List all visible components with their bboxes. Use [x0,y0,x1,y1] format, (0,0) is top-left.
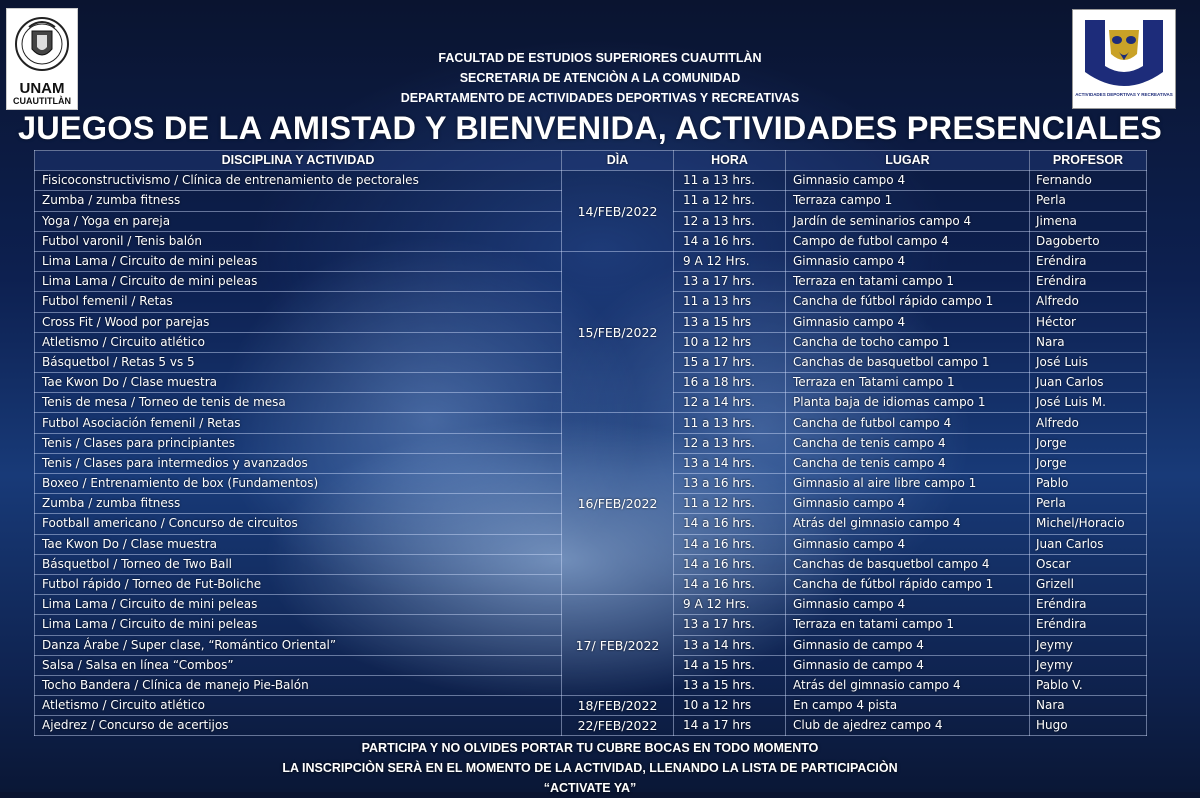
place-cell: En campo 4 pista [786,696,1030,716]
time-cell: 14 a 16 hrs. [674,574,786,594]
teacher-cell: Jimena [1030,211,1147,231]
activity-cell: Tae Kwon Do / Clase muestra [35,373,562,393]
teacher-cell: Eréndira [1030,272,1147,292]
activity-cell: Lima Lama / Circuito de mini peleas [35,251,562,271]
column-header-teacher: PROFESOR [1030,151,1147,171]
place-cell: Gimnasio al aire libre campo 1 [786,474,1030,494]
teacher-cell: Oscar [1030,554,1147,574]
unam-logo [6,8,78,110]
pumas-logo-caption: ACTIVIDADES DEPORTIVAS Y RECREATIVAS [1075,92,1173,97]
time-cell: 14 a 16 hrs. [674,514,786,534]
place-cell: Cancha de tocho campo 1 [786,332,1030,352]
faculty-name: FACULTAD DE ESTUDIOS SUPERIORES CUAUTITLÀN [438,51,762,65]
place-cell: Gimnasio campo 4 [786,312,1030,332]
table-row [35,716,1147,736]
teacher-cell: Michel/Horacio [1030,514,1147,534]
time-cell: 11 a 12 hrs. [674,191,786,211]
column-header-time: HORA [674,151,786,171]
table-row [35,696,1147,716]
table-row [35,251,1147,271]
teacher-cell: Juan Carlos [1030,373,1147,393]
day-cell: 17/ FEB/2022 [562,595,674,696]
teacher-cell: José Luis [1030,352,1147,372]
activity-cell: Tae Kwon Do / Clase muestra [35,534,562,554]
activity-cell: Zumba / zumba fitness [35,494,562,514]
table-header-row [35,151,1147,171]
time-cell: 13 a 16 hrs. [674,474,786,494]
teacher-cell: Jeymy [1030,635,1147,655]
day-cell: 16/FEB/2022 [562,413,674,595]
table-row [35,595,1147,615]
activity-cell: Boxeo / Entrenamiento de box (Fundamentos) [35,474,562,494]
activity-cell: Cross Fit / Wood por parejas [35,312,562,332]
schedule-body [35,171,1147,736]
place-cell: Cancha de tenis campo 4 [786,453,1030,473]
table-row [35,171,1147,191]
time-cell: 13 a 17 hrs. [674,272,786,292]
cuautitlan-logo-text: CUAUTITLÀN [13,96,71,106]
place-cell: Planta baja de idiomas campo 1 [786,393,1030,413]
teacher-cell: Juan Carlos [1030,534,1147,554]
unam-shield-icon [15,13,69,75]
activity-cell: Futbol Asociación femenil / Retas [35,413,562,433]
place-cell: Atrás del gimnasio campo 4 [786,514,1030,534]
place-cell: Gimnasio campo 4 [786,534,1030,554]
teacher-cell: Eréndira [1030,251,1147,271]
column-header-day: DÌA [562,151,674,171]
time-cell: 11 a 13 hrs. [674,413,786,433]
activity-cell: Fisicoconstructivismo / Clínica de entrenamiento de pectorales [35,171,562,191]
place-cell: Gimnasio de campo 4 [786,655,1030,675]
teacher-cell: Perla [1030,494,1147,514]
teacher-cell: Pablo V. [1030,675,1147,695]
time-cell: 16 a 18 hrs. [674,373,786,393]
activity-cell: Zumba / zumba fitness [35,191,562,211]
time-cell: 14 a 16 hrs. [674,534,786,554]
place-cell: Jardín de seminarios campo 4 [786,211,1030,231]
teacher-cell: Eréndira [1030,595,1147,615]
activity-cell: Lima Lama / Circuito de mini peleas [35,595,562,615]
teacher-cell: Alfredo [1030,413,1147,433]
time-cell: 15 a 17 hrs. [674,352,786,372]
slogan: “ACTIVATE YA” [543,781,637,795]
time-cell: 9 A 12 Hrs. [674,595,786,615]
day-cell: 14/FEB/2022 [562,171,674,252]
place-cell: Terraza campo 1 [786,191,1030,211]
activity-cell: Futbol femenil / Retas [35,292,562,312]
teacher-cell: Dagoberto [1030,231,1147,251]
page-title: JUEGOS DE LA AMISTAD Y BIENVENIDA, ACTIVIDADES PRESENCIALES [17,110,1163,146]
place-cell: Terraza en tatami campo 1 [786,272,1030,292]
time-cell: 11 a 12 hrs. [674,494,786,514]
time-cell: 14 a 16 hrs. [674,231,786,251]
time-cell: 11 a 13 hrs [674,292,786,312]
time-cell: 13 a 17 hrs. [674,615,786,635]
activity-cell: Lima Lama / Circuito de mini peleas [35,272,562,292]
activity-cell: Básquetbol / Torneo de Two Ball [35,554,562,574]
day-cell: 15/FEB/2022 [562,251,674,413]
place-cell: Club de ajedrez campo 4 [786,716,1030,736]
day-cell: 22/FEB/2022 [562,716,674,736]
place-cell: Gimnasio campo 4 [786,494,1030,514]
teacher-cell: Perla [1030,191,1147,211]
time-cell: 12 a 14 hrs. [674,393,786,413]
place-cell: Gimnasio campo 4 [786,171,1030,191]
column-header-activity: DISCIPLINA Y ACTIVIDAD [35,151,562,171]
place-cell: Gimnasio de campo 4 [786,635,1030,655]
activity-cell: Tocho Bandera / Clínica de manejo Pie-Balón [35,675,562,695]
place-cell: Terraza en tatami campo 1 [786,615,1030,635]
activity-cell: Football americano / Concurso de circuitos [35,514,562,534]
time-cell: 12 a 13 hrs. [674,433,786,453]
column-header-place: LUGAR [786,151,1030,171]
secretariat-name: SECRETARIA DE ATENCIÒN A LA COMUNIDAD [459,71,741,85]
time-cell: 11 a 13 hrs. [674,171,786,191]
unam-logo-text: UNAM [19,80,65,97]
teacher-cell: Nara [1030,696,1147,716]
institution-header [300,48,900,108]
time-cell: 10 a 12 hrs [674,696,786,716]
schedule-table [34,150,1147,736]
place-cell: Canchas de basquetbol campo 4 [786,554,1030,574]
teacher-cell: Nara [1030,332,1147,352]
place-cell: Gimnasio campo 4 [786,595,1030,615]
registration-notice: LA INSCRIPCIÒN SERÀ EN EL MOMENTO DE LA ACTIVIDAD, LLENANDO LA LISTA DE PARTICIPACIÒN [282,761,898,775]
pumas-logo [1072,9,1176,109]
teacher-cell: Jorge [1030,453,1147,473]
time-cell: 10 a 12 hrs [674,332,786,352]
time-cell: 14 a 17 hrs [674,716,786,736]
activity-cell: Tenis / Clases para principiantes [35,433,562,453]
activity-cell: Atletismo / Circuito atlético [35,696,562,716]
time-cell: 14 a 15 hrs. [674,655,786,675]
department-name: DEPARTAMENTO DE ACTIVIDADES DEPORTIVAS Y RECREATIVAS [400,91,800,105]
activity-cell: Lima Lama / Circuito de mini peleas [35,615,562,635]
place-cell: Gimnasio campo 4 [786,251,1030,271]
activity-cell: Yoga / Yoga en pareja [35,211,562,231]
place-cell: Cancha de futbol campo 4 [786,413,1030,433]
teacher-cell: Jeymy [1030,655,1147,675]
teacher-cell: Jorge [1030,433,1147,453]
time-cell: 9 A 12 Hrs. [674,251,786,271]
activity-cell: Atletismo / Circuito atlético [35,332,562,352]
teacher-cell: Pablo [1030,474,1147,494]
teacher-cell: Grizell [1030,574,1147,594]
mask-notice: PARTICIPA Y NO OLVIDES PORTAR TU CUBRE BOCAS EN TODO MOMENTO [361,741,819,755]
activity-cell: Salsa / Salsa en línea “Combos” [35,655,562,675]
activity-cell: Futbol rápido / Torneo de Fut-Boliche [35,574,562,594]
teacher-cell: José Luis M. [1030,393,1147,413]
teacher-cell: Alfredo [1030,292,1147,312]
place-cell: Campo de futbol campo 4 [786,231,1030,251]
time-cell: 13 a 14 hrs. [674,635,786,655]
time-cell: 13 a 15 hrs [674,312,786,332]
teacher-cell: Eréndira [1030,615,1147,635]
place-cell: Cancha de fútbol rápido campo 1 [786,574,1030,594]
day-cell: 18/FEB/2022 [562,696,674,716]
place-cell: Terraza en Tatami campo 1 [786,373,1030,393]
place-cell: Canchas de basquetbol campo 1 [786,352,1030,372]
activity-cell: Tenis / Clases para intermedios y avanzados [35,453,562,473]
activity-cell: Futbol varonil / Tenis balón [35,231,562,251]
time-cell: 14 a 16 hrs. [674,554,786,574]
time-cell: 13 a 15 hrs. [674,675,786,695]
pumas-emblem-icon [1079,14,1169,92]
time-cell: 13 a 14 hrs. [674,453,786,473]
activity-cell: Básquetbol / Retas 5 vs 5 [35,352,562,372]
time-cell: 12 a 13 hrs. [674,211,786,231]
activity-cell: Tenis de mesa / Torneo de tenis de mesa [35,393,562,413]
activity-cell: Ajedrez / Concurso de acertijos [35,716,562,736]
table-row [35,413,1147,433]
teacher-cell: Hugo [1030,716,1147,736]
footer-notice [0,738,1180,798]
place-cell: Cancha de fútbol rápido campo 1 [786,292,1030,312]
teacher-cell: Fernando [1030,171,1147,191]
teacher-cell: Héctor [1030,312,1147,332]
place-cell: Cancha de tenis campo 4 [786,433,1030,453]
activity-cell: Danza Árabe / Super clase, “Romántico Oriental” [35,635,562,655]
place-cell: Atrás del gimnasio campo 4 [786,675,1030,695]
